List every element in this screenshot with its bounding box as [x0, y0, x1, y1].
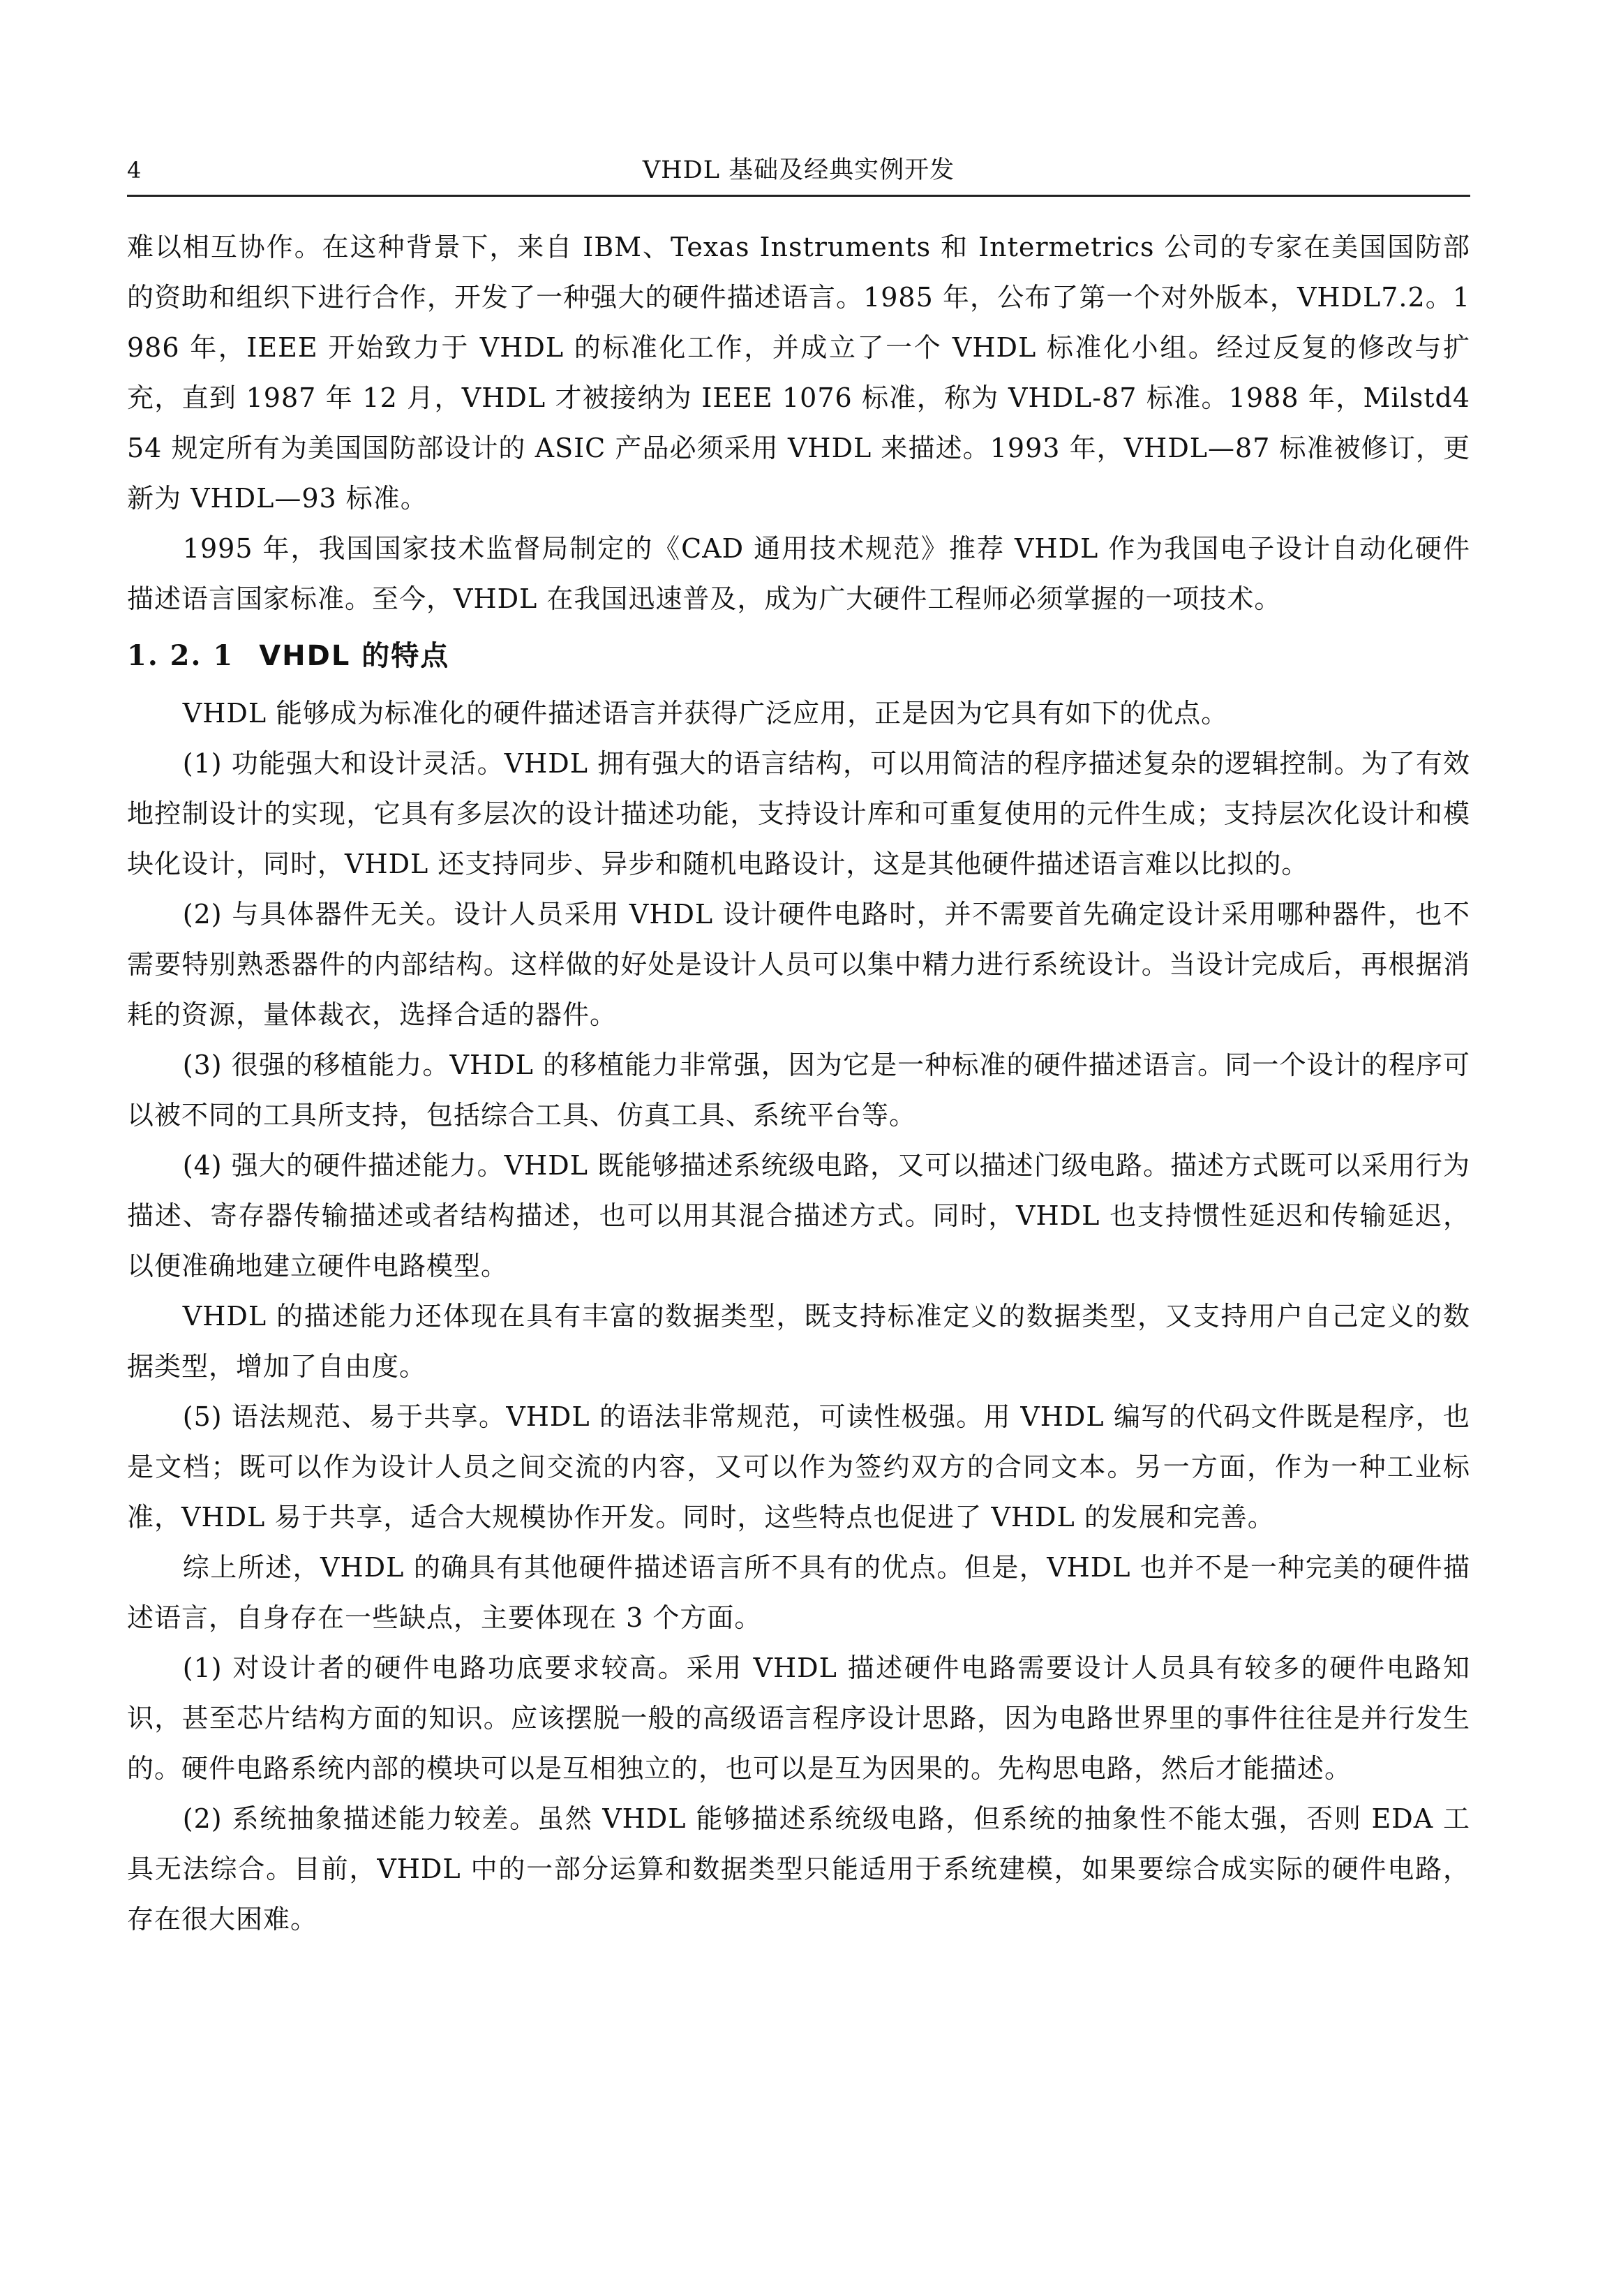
header-rule — [127, 195, 1470, 197]
section-paragraph-9: (1) 对设计者的硬件电路功底要求较高。采用 VHDL 描述硬件电路需要设计人员具有较多的硬件电路知识，甚至芯片结构方面的知识。应该摆脱一般的高级语言程序设计思路，因为电路世界里的事件往往是并行发生的。硬件电路系统内部的模块可以是互相独立的，也可以是互为因果的。先构思电路，然后才能描述。 — [127, 1653, 1470, 1784]
body-paragraph-2: 1995 年，我国国家技术监督局制定的《CAD 通用技术规范》推荐 VHDL 作为我国电子设计自动化硬件描述语言国家标准。至今，VHDL 在我国迅速普及，成为广大硬件工程师必须掌握的一项技术。 — [127, 533, 1470, 614]
page-body — [127, 222, 1470, 2260]
section-paragraph-2: (1) 功能强大和设计灵活。VHDL 拥有强大的语言结构，可以用简洁的程序描述复杂的逻辑控制。为了有效地控制设计的实现，它具有多层次的设计描述功能，支持设计库和可重复使用的元件生成；支持层次化设计和模块化设计，同时，VHDL 还支持同步、异步和随机电路设计，这是其他硬件描述语言难以比拟的。 — [127, 748, 1470, 879]
section-paragraph-1: VHDL 能够成为标准化的硬件描述语言并获得广泛应用，正是因为它具有如下的优点。 — [182, 698, 1229, 729]
section-paragraph-6: VHDL 的描述能力还体现在具有丰富的数据类型，既支持标准定义的数据类型，又支持用户自己定义的数据类型，增加了自由度。 — [127, 1301, 1470, 1382]
section-paragraph-7: (5) 语法规范、易于共享。VHDL 的语法非常规范，可读性极强。用 VHDL 编写的代码文件既是程序，也是文档；既可以作为设计人员之间交流的内容，又可以作为签约双方的合同文本。另一方面，作为一种工业标准，VHDL 易于共享，适合大规模协作开发。同时，这些特点也促进了 VHDL 的发展和完善。 — [127, 1401, 1470, 1533]
section-paragraph-3: (2) 与具体器件无关。设计人员采用 VHDL 设计硬件电路时，并不需要首先确定设计采用哪种器件，也不需要特别熟悉器件的内部结构。这样做的好处是设计人员可以集中精力进行系统设计。当设计完成后，再根据消耗的资源，量体裁衣，选择合适的器件。 — [127, 899, 1470, 1030]
section-number: 1. 2. 1 — [127, 639, 234, 672]
page-header — [127, 155, 1470, 197]
section-paragraph-8: 综上所述，VHDL 的确具有其他硬件描述语言所不具有的优点。但是，VHDL 也并不是一种完美的硬件描述语言，自身存在一些缺点，主要体现在 3 个方面。 — [127, 1552, 1470, 1633]
section-heading — [127, 627, 1470, 685]
section-paragraph-10: (2) 系统抽象描述能力较差。虽然 VHDL 能够描述系统级电路，但系统的抽象性不能太强，否则 EDA 工具无法综合。目前，VHDL 中的一部分运算和数据类型只能适用于系统建模，如果要综合成实际的硬件电路，存在很大困难。 — [127, 1803, 1470, 1935]
section-paragraph-4: (3) 很强的移植能力。VHDL 的移植能力非常强，因为它是一种标准的硬件描述语言。同一个设计的程序可以被不同的工具所支持，包括综合工具、仿真工具、系统平台等。 — [127, 1050, 1470, 1131]
running-title: VHDL 基础及经典实例开发 — [642, 156, 955, 184]
body-paragraph-1: 难以相互协作。在这种背景下，来自 IBM、Texas Instruments 和 Intermetrics 公司的专家在美国国防部的资助和组织下进行合作，开发了一种强大的硬件描述语言。1985 年，公布了第一个对外版本，VHDL7.2。1986 年，IEEE 开始致力于 VHDL 的标准化工作，并成立了一个 VHDL 标准化小组。经过反复的修改与扩充，直到 1987 年 12 月，VHDL 才被接纳为 IEEE 1076 标准，称为 VHDL-87 标准。1988 年，Milstd454 规定所有为美国国防部设计的 ASIC 产品必须采用 VHDL 来描述。1993 年，VHDL—87 标准被修订，更新为 VHDL—93 标准。 — [127, 232, 1470, 514]
section-paragraph-5: (4) 强大的硬件描述能力。VHDL 既能够描述系统级电路，又可以描述门级电路。描述方式既可以采用行为描述、寄存器传输描述或者结构描述，也可以用其混合描述方式。同时，VHDL 也支持惯性延迟和传输延迟，以便准确地建立硬件电路模型。 — [127, 1150, 1470, 1281]
page-number: 4 — [127, 157, 142, 184]
section-title: VHDL 的特点 — [259, 640, 450, 672]
